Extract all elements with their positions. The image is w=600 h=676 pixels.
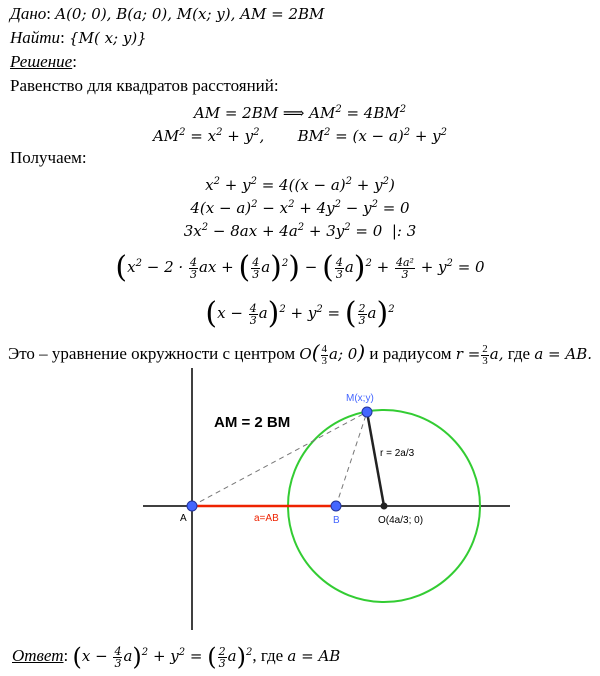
- label-radius: r = 2a/3: [380, 448, 415, 459]
- given-colon: :: [46, 4, 51, 23]
- dashed-bm: [336, 412, 367, 506]
- point-m: [362, 407, 372, 417]
- given-text: A(0; 0), B(a; 0), M(x; y), AM = 2BM: [55, 5, 325, 23]
- figure-title: AM = 2 BM: [214, 414, 291, 431]
- find-text: {M( x; y)}: [69, 29, 147, 47]
- equality-intro: Равенство для квадратов расстояний:: [10, 76, 279, 95]
- derivation-line-3: $3x^2 - 8ax + 4a^2 + 3y^2 = 0$ |: 3: [183, 222, 417, 240]
- answer-label: Ответ: [12, 646, 64, 665]
- label-m: M(x;y): [346, 393, 374, 404]
- label-o: O(4a/3; 0): [378, 515, 424, 526]
- derivation-line-1: $x^2 + y^2 = 4((x - a)^2 + y^2)$: [205, 176, 395, 194]
- derivation-line-5: (x − $\frac{4}{3}$ $a)^2 + y^2$ = ( $\frac{2}{3}$ a)$^2$: [205, 296, 395, 331]
- find-label: Найти: [10, 28, 61, 47]
- find-line: [10, 28, 147, 48]
- geometry-figure: [0, 366, 600, 632]
- point-b: [331, 501, 341, 511]
- label-segment-ab: a=AB: [254, 513, 279, 524]
- solution-line: [10, 52, 77, 72]
- solution-label: Решение: [10, 52, 73, 71]
- given-line: [10, 4, 324, 24]
- derivation-line-4: ($x^2 - 2$ · $\frac{4}{3}$ ax + ( $\frac{4}{3}$ a)$^2$) − ( $\frac{4}{3}$ a)$^2$ + $\frac{\text{4a²}}{3}$ + $y^2 = 0$: [115, 250, 485, 285]
- derivation-line-2: $4(x - a)^2 - x^2 + 4y^2 - y^2 = 0$: [190, 199, 410, 217]
- obtain-label: Получаем:: [10, 148, 87, 167]
- answer-line: Ответ: (x − $\frac{4}{3}$ $a)^2 + y^2$ = ( $\frac{2}{3}$ a)$^2$, где a = AB: [12, 643, 341, 671]
- equation-1: AM = 2BM ⟹ $AM^2 = 4BM^2$: [193, 104, 407, 122]
- equation-2: $AM^2 = x^2 + y^2$, $BM^2 = (x - a)^2 + y^2$: [152, 127, 448, 145]
- circle-description: Это – уравнение окружности с центром O( $\frac{4}{3}$ a; 0) и радиусом r = $\frac{2}{3}$ a, где a = AB.: [8, 340, 592, 367]
- label-b: B: [333, 515, 340, 526]
- given-label: Дано: [10, 4, 47, 23]
- solution-colon: :: [72, 52, 77, 71]
- find-colon: :: [60, 28, 65, 47]
- point-a: [187, 501, 197, 511]
- point-o: [381, 503, 388, 510]
- label-a: A: [180, 513, 187, 524]
- radius-segment: [367, 412, 384, 506]
